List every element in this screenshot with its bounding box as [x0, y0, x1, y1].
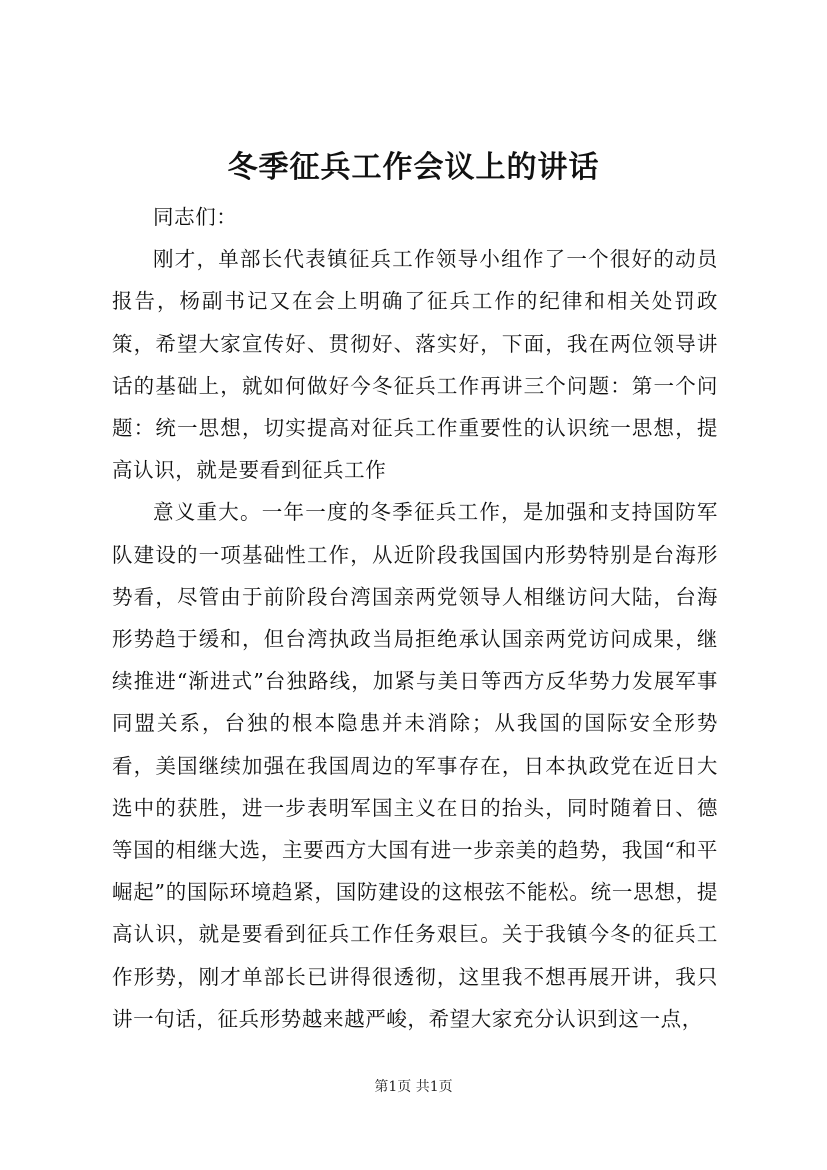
document-title: 冬季征兵工作会议上的讲话	[227, 150, 600, 185]
paragraph-1: 刚才，单部长代表镇征兵工作领导小组作了一个很好的动员报告，杨副书记又在会上明确了征兵工作的纪律和相关处罚政策，希望大家宣传好、贯彻好、落实好，下面，我在两位领导讲话的基础上，就如何做好今冬征兵工作再讲三个问题：第一个问题：统一思想，切实提高对征兵工作重要性的认识统一思想，提高认识，就是要看到征兵工作	[112, 247, 718, 483]
page-footer: 第1页 共1页	[374, 1079, 453, 1095]
salutation: 同志们：	[153, 205, 238, 229]
paragraph-2: 意义重大。一年一度的冬季征兵工作，是加强和支持国防军队建设的一项基础性工作，从近阶段我国国内形势特别是台海形势看，尽管由于前阶段台湾国亲两党领导人相继访问大陆，台海形势趋于缓和，但台湾执政当局拒绝承认国亲两党访问成果，继续推进“渐进式”台独路线，加紧与美日等西方反华势力发展军事同盟关系，台独的根本隐患并未消除；从我国的国际安全形势看，美国继续加强在我国周边的军事存在，日本执政党在近日大选中的获胜，进一步表明军国主义在日的抬头，同时随着日、德等国的相继大选，主要西方大国有进一步亲美的趋势，我国“和平崛起”的国际环境趋紧，国防建设的这根弦不能松。统一思想，提高认识，就是要看到征兵工作任务艰巨。关于我镇今冬的征兵工作形势，刚才单部长已讲得很透彻，这里我不想再展开讲，我只讲一句话，征兵形势越来越严峻，希望大家充分认识到这一点，	[112, 500, 718, 1031]
document-body	[112, 196, 718, 1040]
